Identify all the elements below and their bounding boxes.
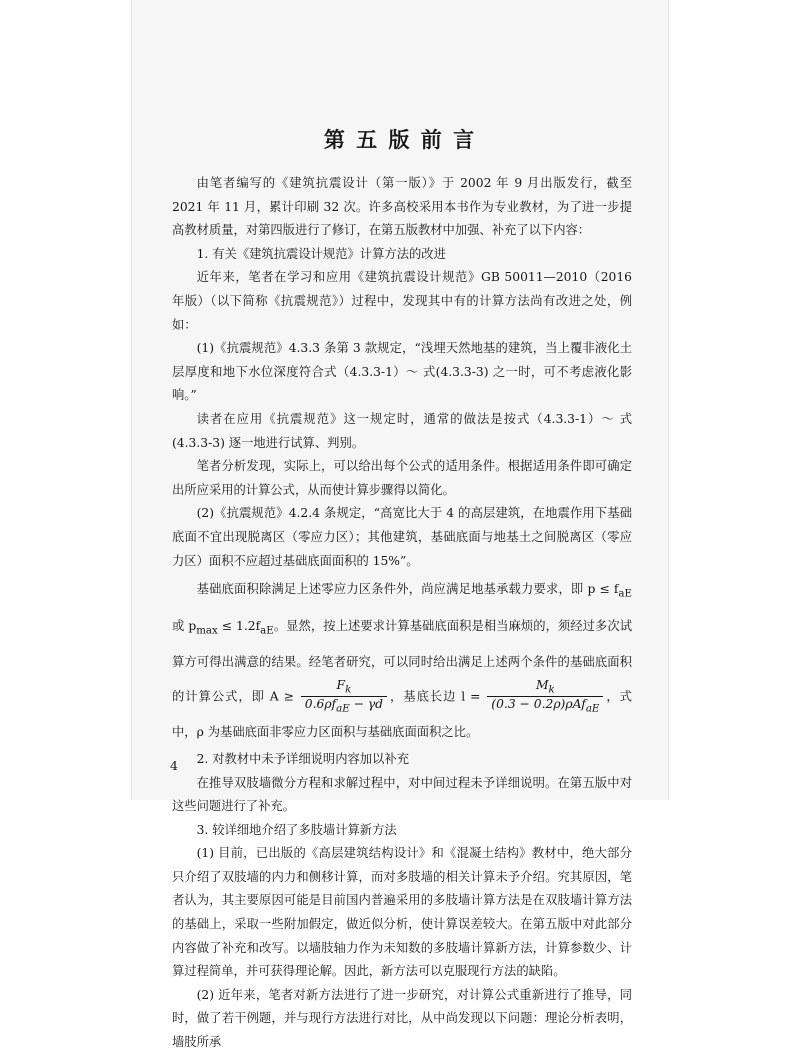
length-den-sub: aE bbox=[585, 702, 600, 715]
area-num-sub: k bbox=[345, 683, 352, 696]
length-num-text: M bbox=[535, 678, 549, 692]
paragraph-reader-practice: 读者在应用《抗震规范》这一规定时，通常的做法是按式（4.3.3-1）～ 式(4.3.3-3) 逐一地进行试算、判别。 bbox=[172, 411, 632, 450]
paragraph-supplement: 在推导双肢墙微分方程和求解过程中，对中间过程未予详细说明。在第五版中对这些问题进行了补充。 bbox=[172, 775, 632, 814]
formula-text-b: 或 p bbox=[172, 618, 197, 633]
area-fraction-numerator bbox=[301, 678, 387, 697]
formula-sub-a: aE bbox=[618, 587, 632, 600]
page-title: 第 五 版 前 言 bbox=[323, 127, 477, 152]
length-num-sub: k bbox=[548, 683, 555, 696]
page-number: 4 bbox=[170, 758, 178, 773]
paragraph-recent-years: 近年来，笔者在学习和应用《建筑抗震设计规范》GB 50011—2010（2016 年版）（以下简称《抗震规范》）过程中，发现其中有的计算方法尚有改进之处，例如： bbox=[172, 270, 632, 332]
formula-text-e: ，基底长边 l = bbox=[389, 689, 481, 704]
paragraph-author-analysis: 笔者分析发现，实际上，可以给出每个公式的适用条件。根据适用条件即可确定出所应采用的计算公式，从而使计算步骤得以简化。 bbox=[172, 459, 632, 497]
length-fraction-numerator bbox=[487, 678, 603, 697]
paragraph-intro: 由笔者编写的《建筑抗震设计（第一版）》于 2002 年 9 月出版发行，截至 2021 年 11 月，累计印刷 32 次。许多高校采用本书作为专业教材，为了进一步提高教材质量，对第四版进行了修订，在第五版教材中加强、补充了以下内容： bbox=[172, 176, 632, 238]
section-heading-1: 1. 有关《建筑抗震设计规范》计算方法的改进 bbox=[196, 246, 446, 261]
area-formula-fraction bbox=[301, 678, 387, 716]
area-num-text: F bbox=[336, 678, 346, 692]
paragraph-multi-wall-1: (1) 目前，已出版的《高层建筑结构设计》和《混凝土结构》教材中，绝大部分只介绍了双肢墙的内力和侧移计算，而对多肢墙的相关计算未予介绍。究其原因，笔者认为，其主要原因可能是目前国内普遍采用的多肢墙计算方法是在双肢墙计算方法的基础上，采取一些附加假定，做近似分析，使计算误差较大。在第五版中对此部分内容做了补充和改写。以墙肢轴力作为未知数的多肢墙计算新方法，计算参数少、计算过程简单，并可获得理论解。因此，新方法可以克服现行方法的缺陷。 bbox=[172, 846, 632, 979]
area-den-text: 0.6ρf bbox=[304, 697, 337, 712]
area-den-sub: aE bbox=[336, 702, 350, 715]
length-den-text: (0.3 − 0.2ρ)ρAf bbox=[491, 697, 586, 712]
paragraph-formula bbox=[172, 573, 632, 748]
formula-text-c: ≤ 1.2f bbox=[217, 618, 261, 633]
section-heading-3: 3. 较详细地介绍了多肢墙计算新方法 bbox=[196, 822, 397, 837]
formula-text-a: 基础底面积除满足上述零应力区条件外，尚应满足地基承载力要求，即 p ≤ f bbox=[196, 582, 619, 597]
section-heading-2: 2. 对教材中未予详细说明内容加以补充 bbox=[196, 751, 409, 766]
page-body bbox=[172, 172, 632, 1055]
book-page bbox=[132, 0, 668, 1050]
area-fraction-denominator bbox=[301, 697, 387, 715]
formula-sub-c: aE bbox=[260, 624, 274, 636]
length-fraction-denominator bbox=[487, 697, 603, 715]
formula-sub-b: max bbox=[196, 624, 218, 636]
paragraph-multi-wall-2: (2) 近年来，笔者对新方法进行了进一步研究，对计算公式重新进行了推导，同时，做了若干例题，并与现行方法进行对比，从中尚发现以下问题：理论分析表明，墙肢所承 bbox=[172, 987, 632, 1050]
area-den-tail: − γd bbox=[349, 697, 384, 712]
formula-text-d: 。显然，按上述要求计算基础底面积是相当麻烦的，须经过多次试算方可得出满意的结果。经笔者研究，可以同时给出满足上述两个条件的基础底面积的计算公式，即 A ≥ bbox=[172, 618, 632, 704]
formula-text-f: ，式中，ρ 为基础底面非零应力区面积与基础底面面积之比。 bbox=[172, 689, 632, 739]
paragraph-item-1: (1)《抗震规范》4.3.3 条第 3 款规定，“浅埋天然地基的建筑，当上覆非液化土层厚度和地下水位深度符合式（4.3.3-1）～ 式(4.3.3-3) 之一时，可不考虑液化影响。” bbox=[172, 341, 632, 403]
paragraph-item-2: (2)《抗震规范》4.2.4 条规定，“高宽比大于 4 的高层建筑，在地震作用下基础底面不宜出现脱离区（零应力区）；其他建筑，基础底面与地基土之间脱离区（零应力区）面积不应超过基础底面面积的 15%”。 bbox=[172, 506, 632, 568]
length-formula-fraction bbox=[487, 678, 603, 716]
